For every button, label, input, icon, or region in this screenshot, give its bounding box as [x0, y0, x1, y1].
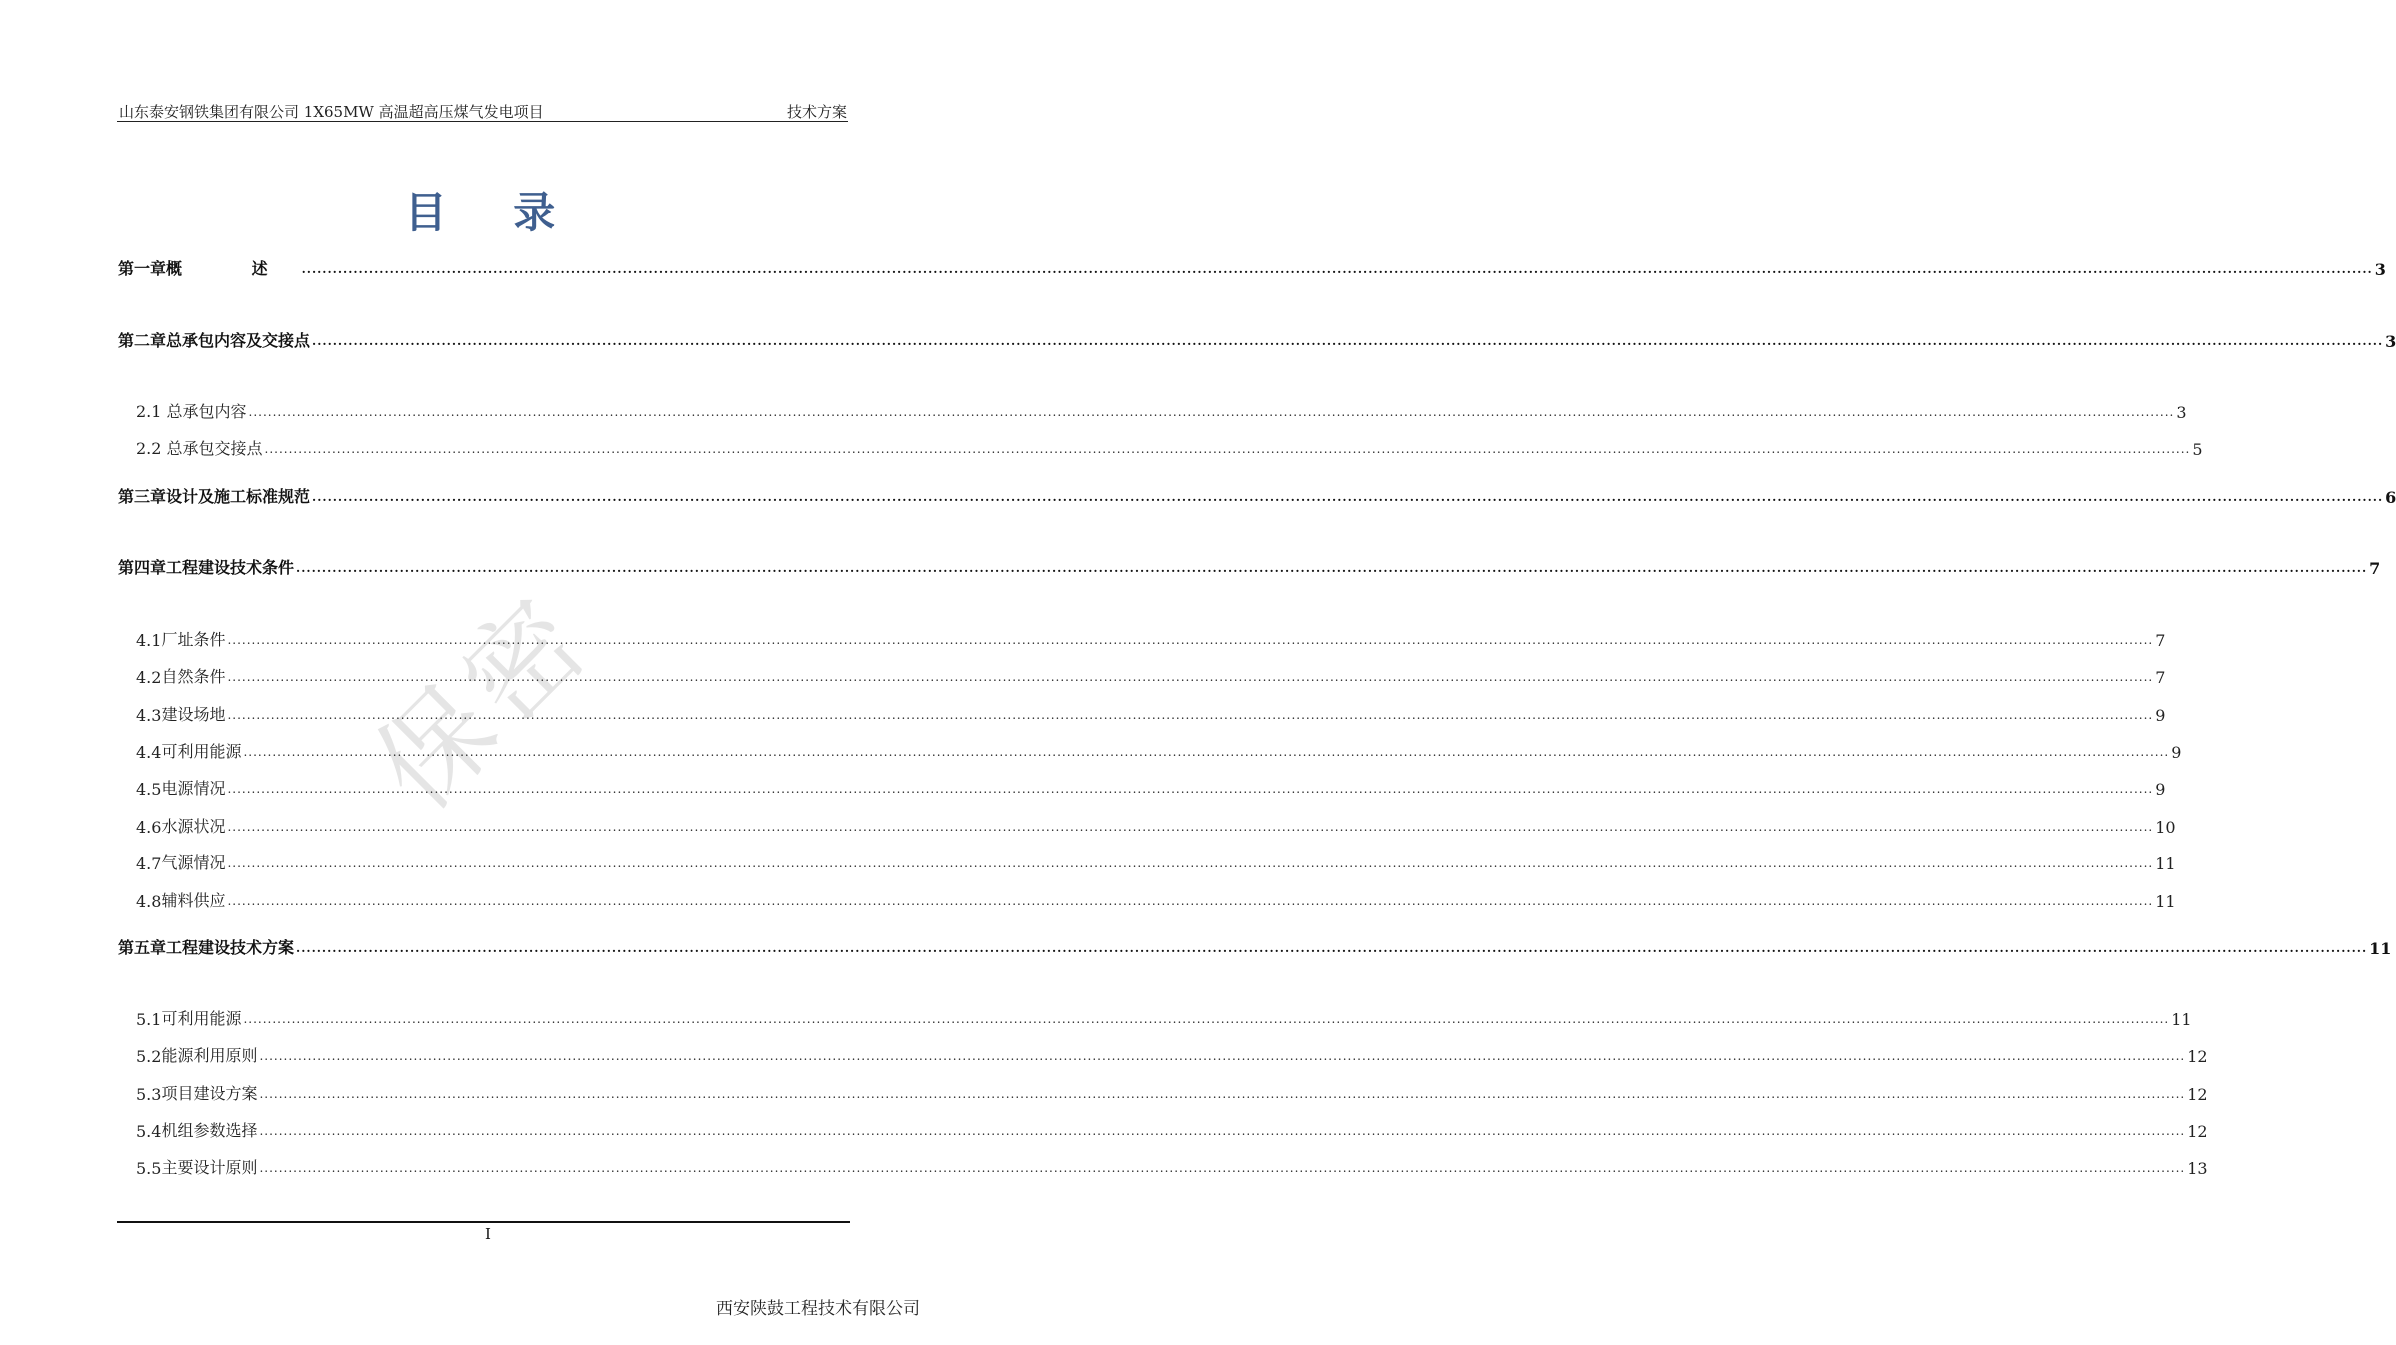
toc-leader-dots: ................................................................................................................................................................................................................................................................................................................................................................................................................ — [259, 1049, 2186, 1063]
toc-title: 目 录 — [404, 188, 582, 237]
toc-leader-dots: ................................................................................................................................................................................................................................................................................................................................................................................................................ — [296, 561, 2368, 575]
toc-chapter-number: 第一章 — [118, 259, 167, 278]
toc-section-4-4[interactable] — [136, 740, 2182, 762]
toc-section-5-4[interactable] — [136, 1119, 2208, 1141]
toc-section-label: 主要设计原则 — [161, 1158, 258, 1177]
confidential-watermark: 保密 — [351, 569, 616, 835]
toc-section-number: 4.1 — [136, 631, 162, 650]
toc-section-number: 5.2 — [136, 1047, 162, 1066]
page-number: I — [485, 1225, 491, 1243]
header-rule — [117, 121, 848, 122]
toc-section-number: 4.8 — [136, 892, 162, 911]
toc-section-number: 4.6 — [136, 818, 162, 837]
toc-page-number: 9 — [2155, 706, 2166, 725]
toc-section-number: 5.3 — [136, 1085, 162, 1104]
toc-chapter-label: 工程建设技术方案 — [166, 938, 295, 957]
toc-section-number: 5.4 — [136, 1122, 162, 1141]
toc-page-number: 9 — [2155, 780, 2166, 799]
toc-section-label: 能源利用原则 — [161, 1046, 258, 1065]
toc-section-2-2[interactable] — [136, 437, 2203, 459]
toc-chapter-number: 第二章 — [118, 331, 167, 350]
company-name: 西安陕鼓工程技术有限公司 — [716, 1299, 920, 1319]
toc-page-number: 11 — [2155, 854, 2176, 873]
toc-section-label: 辅料供应 — [161, 891, 226, 910]
toc-chapter-4[interactable] — [118, 556, 2381, 578]
toc-page-number: 12 — [2187, 1047, 2208, 1066]
toc-section-5-2[interactable] — [136, 1044, 2208, 1066]
toc-chapter-number: 第五章 — [118, 938, 167, 957]
toc-section-label: 2.2 总承包交接点 — [136, 439, 263, 458]
footer-rule — [117, 1221, 850, 1223]
toc-leader-dots: ................................................................................................................................................................................................................................................................................................................................................................................................................ — [312, 334, 2384, 348]
toc-section-5-5[interactable] — [136, 1156, 2208, 1178]
toc-section-4-5[interactable] — [136, 777, 2166, 799]
toc-page-number: 7 — [2155, 668, 2166, 687]
toc-page-number: 12 — [2187, 1122, 2208, 1141]
toc-section-label: 2.1 总承包内容 — [136, 402, 247, 421]
toc-section-4-6[interactable] — [136, 815, 2176, 837]
toc-leader-dots: ................................................................................................................................................................................................................................................................................................................................................................................................................ — [243, 1012, 2170, 1026]
toc-page-number: 5 — [2192, 440, 2203, 459]
toc-section-number: 4.7 — [136, 854, 162, 873]
toc-page-number: 11 — [2155, 892, 2176, 911]
toc-page-number: 11 — [2369, 939, 2392, 958]
toc-section-2-1[interactable] — [136, 400, 2187, 422]
toc-chapter-3[interactable] — [118, 485, 2396, 507]
toc-section-number: 5.5 — [136, 1159, 162, 1178]
toc-leader-dots: ................................................................................................................................................................................................................................................................................................................................................................................................................ — [259, 1087, 2186, 1101]
toc-section-label: 水源状况 — [161, 817, 226, 836]
toc-section-number: 4.3 — [136, 706, 162, 725]
toc-leader-dots: ................................................................................................................................................................................................................................................................................................................................................................................................................ — [264, 442, 2191, 456]
toc-section-label: 项目建设方案 — [161, 1084, 258, 1103]
toc-section-4-7[interactable] — [136, 851, 2176, 873]
toc-page-number: 9 — [2171, 743, 2182, 762]
toc-page-number: 12 — [2187, 1085, 2208, 1104]
toc-page-number: 11 — [2171, 1010, 2192, 1029]
toc-chapter-label: 概 述 — [166, 259, 300, 278]
toc-leader-dots: ................................................................................................................................................................................................................................................................................................................................................................................................................ — [227, 894, 2154, 908]
toc-page-number: 7 — [2369, 559, 2381, 578]
toc-page-number: 7 — [2155, 631, 2166, 650]
header-project-title: 山东泰安钢铁集团有限公司 1X65MW 高温超高压煤气发电项目 — [119, 103, 544, 121]
toc-chapter-label: 设计及施工标准规范 — [166, 487, 311, 506]
toc-leader-dots: ................................................................................................................................................................................................................................................................................................................................................................................................................ — [227, 856, 2154, 870]
toc-chapter-label: 工程建设技术条件 — [166, 558, 295, 577]
toc-section-label: 厂址条件 — [161, 630, 226, 649]
toc-section-label: 可利用能源 — [161, 742, 242, 761]
toc-section-label: 气源情况 — [161, 853, 226, 872]
toc-chapter-5[interactable] — [118, 936, 2392, 958]
toc-chapter-number: 第三章 — [118, 487, 167, 506]
toc-section-4-8[interactable] — [136, 889, 2176, 911]
toc-leader-dots: ................................................................................................................................................................................................................................................................................................................................................................................................................ — [296, 941, 2368, 955]
toc-section-5-3[interactable] — [136, 1082, 2208, 1104]
toc-section-number: 5.1 — [136, 1010, 162, 1029]
toc-page-number: 3 — [2176, 403, 2187, 422]
toc-leader-dots: ................................................................................................................................................................................................................................................................................................................................................................................................................ — [243, 745, 2170, 759]
toc-leader-dots: ................................................................................................................................................................................................................................................................................................................................................................................................................ — [248, 405, 2175, 419]
toc-page-number: 10 — [2155, 818, 2176, 837]
toc-section-label: 机组参数选择 — [161, 1121, 258, 1140]
toc-leader-dots: ................................................................................................................................................................................................................................................................................................................................................................................................................ — [227, 820, 2154, 834]
toc-chapter-label: 总承包内容及交接点 — [166, 331, 311, 350]
toc-chapter-number: 第四章 — [118, 558, 167, 577]
toc-section-5-1[interactable] — [136, 1007, 2192, 1029]
toc-section-label: 电源情况 — [161, 779, 226, 798]
toc-leader-dots: ................................................................................................................................................................................................................................................................................................................................................................................................................ — [301, 262, 2373, 276]
toc-leader-dots: ................................................................................................................................................................................................................................................................................................................................................................................................................ — [227, 670, 2154, 684]
header-document-type: 技术方案 — [786, 103, 847, 121]
toc-leader-dots: ................................................................................................................................................................................................................................................................................................................................................................................................................ — [259, 1124, 2186, 1138]
toc-leader-dots: ................................................................................................................................................................................................................................................................................................................................................................................................................ — [227, 633, 2154, 647]
toc-leader-dots: ................................................................................................................................................................................................................................................................................................................................................................................................................ — [227, 782, 2154, 796]
toc-section-4-2[interactable] — [136, 665, 2166, 687]
toc-chapter-2[interactable] — [118, 329, 2396, 351]
toc-page-number: 3 — [2374, 260, 2386, 279]
toc-page-number: 6 — [2385, 488, 2396, 507]
toc-section-4-3[interactable] — [136, 703, 2166, 725]
toc-page-number: 13 — [2187, 1159, 2208, 1178]
toc-section-label: 可利用能源 — [161, 1009, 242, 1028]
toc-section-label: 自然条件 — [161, 667, 226, 686]
toc-section-4-1[interactable] — [136, 628, 2166, 650]
toc-leader-dots: ................................................................................................................................................................................................................................................................................................................................................................................................................ — [259, 1161, 2186, 1175]
toc-leader-dots: ................................................................................................................................................................................................................................................................................................................................................................................................................ — [312, 490, 2384, 504]
toc-page-number: 3 — [2385, 332, 2396, 351]
toc-leader-dots: ................................................................................................................................................................................................................................................................................................................................................................................................................ — [227, 708, 2154, 722]
toc-section-number: 4.2 — [136, 668, 162, 687]
toc-section-number: 4.4 — [136, 743, 162, 762]
toc-section-number: 4.5 — [136, 780, 162, 799]
toc-chapter-1[interactable] — [118, 257, 2386, 279]
toc-section-label: 建设场地 — [161, 705, 226, 724]
